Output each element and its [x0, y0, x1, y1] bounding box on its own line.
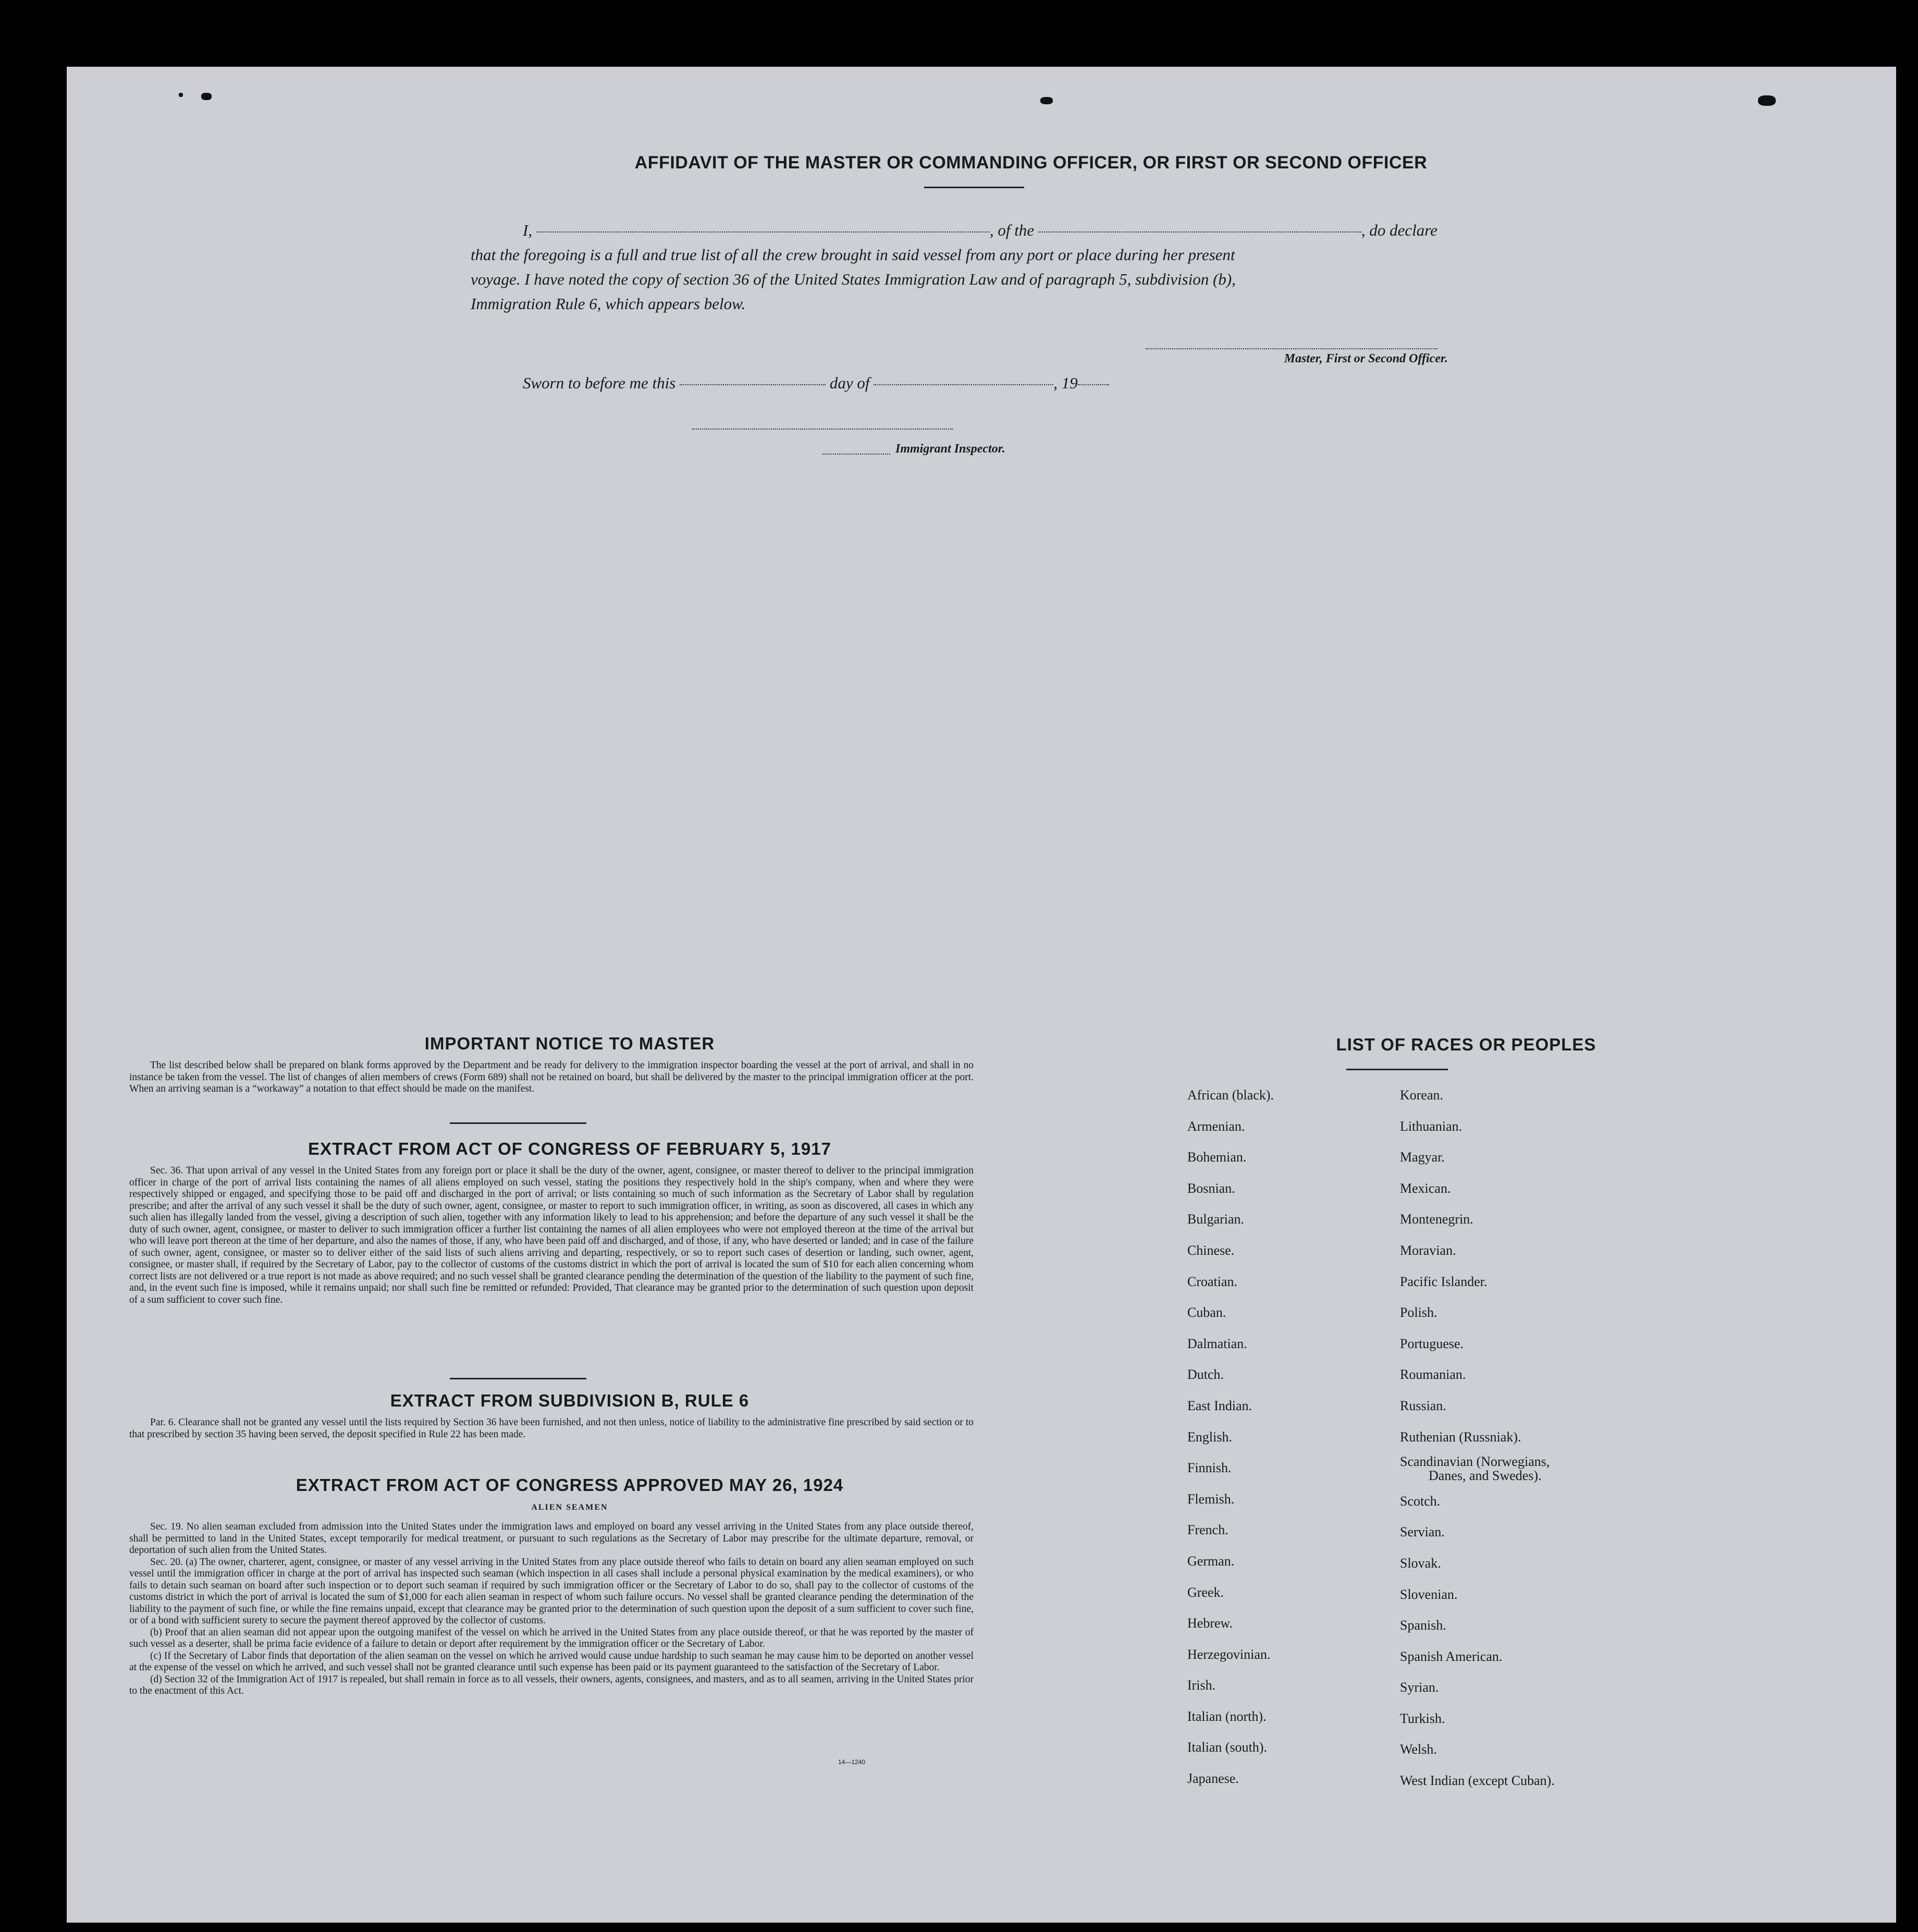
scan-speck	[1758, 95, 1776, 106]
race-item: Flemish.	[1187, 1491, 1235, 1507]
race-item: Polish.	[1400, 1305, 1437, 1320]
scan-speck	[1040, 97, 1053, 104]
sworn-line	[523, 371, 1252, 395]
notice-text	[129, 1060, 974, 1095]
paragraph-6: Par. 6. Clearance shall not be granted any vessel until the lists required by Section 36 have been furnished, and not then unless, notice of liability to the administrative fine prescribed by said section or to that prescribed by section 35 having been served, the deposit specified in Rule 22 has been made.	[129, 1417, 974, 1440]
race-item: Croatian.	[1187, 1274, 1238, 1289]
declaration-declare: , do declare	[1361, 221, 1437, 239]
race-item: Herzegovinian.	[1187, 1646, 1271, 1662]
section-rule	[450, 1122, 586, 1124]
section-19-paragraph: Sec. 19. No alien seaman excluded from admission into the United States under the immigration laws and employed on board any vessel arriving in the United States from any place outside thereof, shall be permitted to land in the United States, except temporarily for medical treatment, or pursuant to such regulations as the Secretary of Labor may prescribe for the ultimate departure, removal, or deportation of such alien from the United States.	[129, 1521, 974, 1556]
declaration-line-4: Immigration Rule 6, which appears below.	[471, 295, 746, 313]
declaration-i: I,	[523, 221, 533, 239]
race-item: Roumanian.	[1400, 1367, 1466, 1383]
declaration-line-2: that the foregoing is a full and true list of all the crew brought in said vessel from any port or place during her present	[471, 246, 1235, 264]
section-rule	[450, 1378, 586, 1379]
race-item: Montenegrin.	[1400, 1212, 1473, 1227]
binder-hole	[1904, 288, 1918, 312]
extract-1917-text	[129, 1165, 974, 1306]
race-item: Bohemian.	[1187, 1150, 1247, 1165]
sworn-year: , 19	[1053, 374, 1078, 392]
race-item: Welsh.	[1400, 1742, 1437, 1757]
races-title-rule	[1346, 1069, 1448, 1070]
race-item: Pacific Islander.	[1400, 1274, 1487, 1289]
race-item-continuation: Danes, and Swedes).	[1429, 1468, 1542, 1484]
rule-6-text	[129, 1417, 974, 1440]
race-item: Magyar.	[1400, 1150, 1445, 1165]
rule-6-title: EXTRACT FROM SUBDIVISION B, RULE 6	[390, 1391, 749, 1410]
document-page	[67, 67, 1896, 1923]
race-item: Portuguese.	[1400, 1336, 1464, 1351]
sworn-day-blank[interactable]	[680, 384, 826, 385]
section-20a-paragraph: Sec. 20. (a) The owner, charterer, agent, consignee, or master of any vessel arriving in the United States from any place outside thereof who fails to detain on board any alien seaman employed on such vessel until the immigration officer in charge at the port of arrival has inspected such seaman (which inspection in all cases shall include a personal physical examination by the medical examiners), or who fails to detain such seaman on board after such inspection or to deport such seaman if required by such immigration officer or the Secretary of Labor to do so, shall pay to the collector of customs of the customs district in which the port of arrival is located the sum of $1,000 for each alien seaman in respect of whom such failure occurs. No vessel shall be granted clearance pending the determination of the liability to the payment of such fine, or while the fine remains unpaid, except that clearance may be granted prior to the determination of such question upon the deposit of a sum sufficient to cover such fine, or of a bond with sufficient surety to secure the payment thereof approved by the collector of customs.	[129, 1556, 974, 1626]
race-item: Japanese.	[1187, 1771, 1239, 1787]
inspector-signature-dots	[822, 454, 890, 455]
extract-1924-title: EXTRACT FROM ACT OF CONGRESS APPROVED MAY 26, 1924	[296, 1475, 844, 1495]
race-item: Dutch.	[1187, 1367, 1224, 1383]
race-item: Slovenian.	[1400, 1586, 1458, 1602]
scan-speck	[201, 93, 212, 100]
binder-hole	[1904, 1725, 1918, 1748]
declaration-of-the: , of the	[989, 221, 1035, 239]
title-rule	[924, 187, 1024, 188]
sworn-prefix: Sworn to before me this	[523, 374, 676, 392]
race-item-line: Scandinavian (Norwegians,	[1400, 1454, 1550, 1470]
race-item: Spanish.	[1400, 1618, 1446, 1633]
notice-paragraph: The list described below shall be prepared on blank forms approved by the Department and be ready for delivery to the immigration inspector boarding the vessel at the port of arrival, and shall in no instance be taken from the vessel. The list of changes of alien members of crews (Form 689) shall not be retained on board, but shall be delivered by the master to the principal immigration officer at the port. When an arriving seaman is a “workaway” a notation to that effect should be made on the manifest.	[129, 1060, 974, 1094]
race-item: English.	[1187, 1429, 1232, 1445]
binder-hole	[1904, 1357, 1918, 1381]
notice-title: IMPORTANT NOTICE TO MASTER	[424, 1034, 715, 1053]
binder-hole	[1904, 1638, 1918, 1662]
race-item: Lithuanian.	[1400, 1118, 1462, 1134]
master-signature-label: Master, First or Second Officer.	[1284, 352, 1448, 365]
alien-seamen-subtitle: ALIEN SEAMEN	[531, 1503, 608, 1512]
master-signature-line[interactable]	[1146, 348, 1437, 349]
race-item: French.	[1187, 1522, 1228, 1538]
inspector-signature-label: Immigrant Inspector.	[895, 442, 1005, 456]
extract-1924-text	[129, 1521, 974, 1697]
race-item: Greek.	[1187, 1584, 1224, 1600]
inspector-signature-line[interactable]	[692, 429, 953, 430]
extract-1917-title: EXTRACT FROM ACT OF CONGRESS OF FEBRUARY 5, 1917	[308, 1139, 831, 1158]
race-item: Cuban.	[1187, 1305, 1226, 1320]
scan-speck	[179, 93, 183, 97]
sworn-month-blank[interactable]	[874, 384, 1053, 385]
race-item: Russian.	[1400, 1398, 1446, 1413]
race-item: Turkish.	[1400, 1710, 1445, 1726]
section-20d-paragraph: (d) Section 32 of the Immigration Act of 1917 is repealed, but shall remain in force as to all vessels, their owners, agents, consignees, and masters, and as to all seamen, arriving in the United States prior to the enactment of this Act.	[129, 1673, 974, 1696]
race-item: Bulgarian.	[1187, 1212, 1245, 1227]
races-right-column	[1400, 1080, 1692, 1796]
race-item: East Indian.	[1187, 1398, 1252, 1413]
race-item: Irish.	[1187, 1678, 1216, 1693]
race-item: West Indian (except Cuban).	[1400, 1773, 1555, 1789]
race-item: Slovak.	[1400, 1555, 1441, 1571]
declaration-line-3: voyage. I have noted the copy of section 36 of the United States Immigration Law and of paragraph 5, subdivision (b),	[471, 270, 1236, 288]
races-left-column	[1187, 1080, 1385, 1794]
race-item: African (black).	[1187, 1087, 1274, 1103]
vessel-blank[interactable]	[1038, 231, 1361, 233]
sworn-year-blank[interactable]	[1078, 384, 1109, 385]
binder-hole	[1904, 742, 1918, 766]
section-20b-paragraph: (b) Proof that an alien seaman did not appear upon the outgoing manifest of the vessel on which he arrived in the United States from any place outside thereof, or that he was reported by the master of such vessel as a deserter, shall be prima facie evidence of a failure to detain or deport after requirement by the immigration officer or the Secretary of Labor.	[129, 1627, 974, 1649]
race-item: Moravian.	[1400, 1242, 1456, 1258]
race-item: Scotch.	[1400, 1493, 1441, 1509]
race-item: Spanish American.	[1400, 1648, 1503, 1664]
race-item: Ruthenian (Russniak).	[1400, 1429, 1521, 1445]
race-item: Dalmatian.	[1187, 1336, 1247, 1351]
sworn-day-of: day of	[829, 374, 870, 392]
race-item: Italian (south).	[1187, 1740, 1268, 1755]
form-number: 14—1240	[838, 1758, 866, 1766]
affidavit-declaration	[471, 218, 1550, 316]
name-blank[interactable]	[536, 231, 990, 233]
race-item: German.	[1187, 1553, 1235, 1569]
race-item: Mexican.	[1400, 1180, 1451, 1196]
race-item: Bosnian.	[1187, 1180, 1235, 1196]
race-item: Chinese.	[1187, 1242, 1235, 1258]
race-item: Syrian.	[1400, 1680, 1439, 1695]
binder-hole	[1904, 374, 1918, 398]
race-item: Hebrew.	[1187, 1616, 1233, 1631]
race-item: Finnish.	[1187, 1460, 1232, 1476]
race-item: Servian.	[1400, 1524, 1445, 1540]
section-36-paragraph: Sec. 36. That upon arrival of any vessel in the United States from any foreign port or place it shall be the duty of the owner, agent, consignee, or master thereof to deliver to the principal immigration officer in charge of the port of arrival lists containing the names of all aliens employed on such vessel, stating the positions they respectively hold in the ship's company, when and where they were respectively shipped or engaged, and specifying those to be paid off and discharged in the port of arrival; or lists containing so much of such information as the Secretary of Labor shall by regulation prescribe; and after the arrival of any such vessel it shall be the duty of such owner, agent, consignee, or master to report to such immigration officer, in writing, as soon as discovered, all cases in which any such alien has illegally landed from the vessel, giving a description of such alien, together with any information likely to lead to his apprehension; and before the departure of any such vessel it shall be the duty of such owner, agent, consignee, or master to deliver to such immigration officer a further list containing the names of all alien employees who were not employed thereon at the time of the arrival but who will leave port thereon at the time of her departure, and also the names of those, if any, who have been paid off and discharged, and of those, if any, who have deserted or landed; and in case of the failure of such owner, agent, consignee, or master so to deliver either of the said lists of such aliens arriving and departing, respectively, or so to report such cases of desertion or landing, such owner, agent, consignee, or master shall, if required by the Secretary of Labor, pay to the collector of customs of the customs district in which the port of arrival is located the sum of $10 for each alien concerning whom correct lists are not delivered or a true report is not made as above required; and no such vessel shall be granted clearance pending the determination of the question of the liability to the payment of such fine, and, in the event such fine is imposed, while it remains unpaid; nor shall such fine be remitted or refunded: Provided, That clearance may be granted prior to the determination of such question upon deposit of a sum sufficient to cover such fine.	[129, 1165, 974, 1305]
race-item: Korean.	[1400, 1087, 1444, 1103]
race-item: Armenian.	[1187, 1118, 1245, 1134]
binder-hole	[1904, 1271, 1918, 1295]
races-title: LIST OF RACES OR PEOPLES	[1336, 1035, 1596, 1054]
race-item	[1400, 1452, 1692, 1486]
binder-hole	[1904, 656, 1918, 680]
section-20c-paragraph: (c) If the Secretary of Labor finds that deportation of the alien seaman on the vessel on which he arrived would cause undue hardship to such seaman he may cause him to be deported on another vessel at the expense of the vessel on which he arrived, and such vessel shall not be granted clearance until such expense has been paid or its payment guaranteed to the satisfaction of the Secretary of Labor.	[129, 1650, 974, 1673]
affidavit-title: AFFIDAVIT OF THE MASTER OR COMMANDING OFFICER, OR FIRST OR SECOND OFFICER	[634, 153, 1428, 173]
race-item: Italian (north).	[1187, 1708, 1267, 1724]
